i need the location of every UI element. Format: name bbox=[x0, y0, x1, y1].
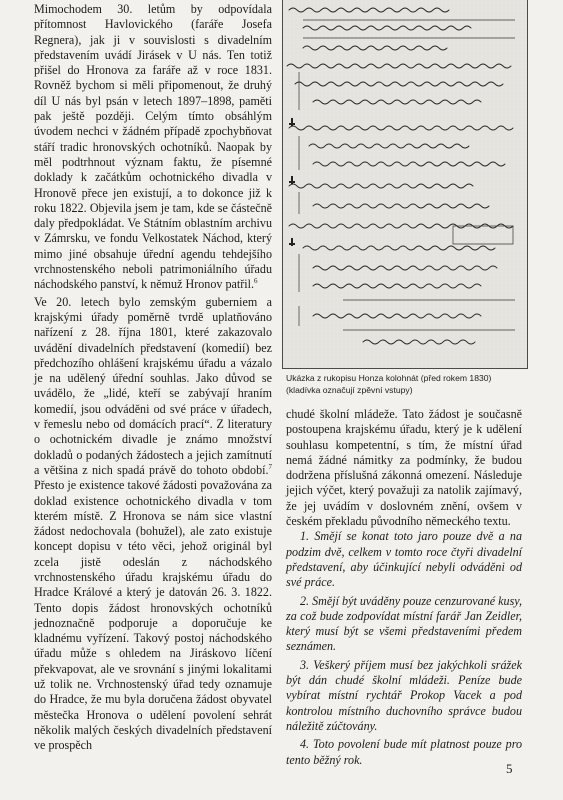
figure-caption bbox=[286, 373, 526, 396]
caption-line: Ukázka z rukopisu Honza kolohnát (před rokem 1830) bbox=[286, 373, 492, 383]
paragraph-text: Ve 20. letech bylo zemským guberniem a krajskými úřady poměrně tvrdě uplatňováno nařízení z 28. října 1801, které zakazovalo uvádění divadelních představení (komedií) bez předchozího ohlášení krajskému úřadu a vázalo je na udělený úřední souhlas. Jako důvod se uvádělo, že „lidé, kteří se zabývají hraním komedií, jsou odváděni od své práce v úřadech, v řemeslu nebo od domácích prací“. Z literatury o ochotnickém divadle je známo množství dokladů o podaných žádostech a jejich zamítnutí a většina z nich spadá právě do tohoto období. bbox=[34, 294, 272, 477]
paragraph-text: Mimochodem 30. letům by odpovídala přítomnost Havlovického (faráře Josefa Regnera), jak ji v souvislosti s divadelním představením uvádí Jirásek v U nás. Ten totiž přišel do Hronova za faráře až v roce 1831. Rovněž bychom si měli připomenout, že druhý díl U nás byl psán v letech 1897–1898, paměti pak ještě později. Celým tímto obsáhlým úvodem nechci v žádném případě zpochybňovat stáří tradic hronovských ochotníků. Naopak by měl podtrhnout význam faktu, že písemné doklady k začátkům ochotnického divadla v Hronově přece jen existují, a to dokonce již k roku 1822. Objevila jsem je tam, kde se částečně daly předpokládat. Ve Státním oblastním archivu v Zámrsku, ve fondu Velkostatek Náchod, který mimo jiné obsahuje úřední agendu tehdejšího vrchnostenského neboli patrimoniálního úřadu náchodského panství, k němuž Hronov patřil. bbox=[34, 2, 272, 292]
list-item: 4. Toto povolení bude mít platnost pouze pro tento běžný rok. bbox=[286, 737, 522, 767]
page-number: 5 bbox=[506, 761, 513, 776]
manuscript-handwriting bbox=[283, 0, 527, 368]
paragraph bbox=[34, 2, 272, 293]
right-text-column bbox=[286, 407, 522, 768]
list-item: 3. Veškerý příjem musí bez jakýchkoli srážek být dán chudé školní mládeži. Peníze bude vybírat místní rychtář Prokop Vacek a pod kontrolou místního duchovního správce budou náležitě zúčtovány. bbox=[286, 657, 522, 733]
caption-line: (kladívka označují zpěvní vstupy) bbox=[286, 384, 413, 395]
paragraph bbox=[34, 295, 272, 754]
paragraph: chudé školní mládeže. Tato žádost je současně postoupena krajskému úřadu, který je k udělení souhlasu kompetentní, s tím, že místní úřad nemá žádné námitky za podmínky, že budou dodržena příslušná zákonná omezení. Následuje jejich výčet, který považuji za natolik zajímavý, že jej uvádím v doslovném znění, ovšem v českém překladu původního německého textu. bbox=[286, 407, 522, 529]
list-item: 2. Smějí být uváděny pouze cenzurované kusy, za což bude zodpovídat místní farář Jan Zeidler, který musí být se všemi představeními předem seznámen. bbox=[286, 593, 522, 654]
left-text-column bbox=[34, 2, 272, 754]
footnote-ref: 6 bbox=[254, 277, 258, 286]
list-item: 1. Smějí se konat toto jaro pouze dvě a na podzim dvě, celkem v tomto roce čtyři divadelní představení, aby účinkující nebyli odváděni od své práce. bbox=[286, 529, 522, 590]
manuscript-image bbox=[282, 0, 528, 369]
footnote-ref: 7 bbox=[268, 462, 272, 471]
paragraph-text: Přesto je existence takové žádosti považována za doklad existence ochotnického divadla v tom kterém místě. Z Hronova se nám sice vlastní žádost nedochovala (bohužel), ale zato existuje koncept dopisu v této věci, jehož originál byl zcela jistě odeslán z náchodského vrchnostenského úřadu krajskému úřadu do Hradce Králové a který je datován 26. 3. 1822. Tento dopis žádost hronovských ochotníků jednoznačně podporuje a doporučuje ke kladnému vyřízení. Takový postoj náchodského úřadu může s ohledem na Jiráskovo líčení překvapovat, ale ve srovnání s jinými lokalitami už tolik ne. Vrchnostenský úřad tedy oznamuje do Hradce, že mu byla doručena žádost obyvatel městečka Hronova o udělení povolení sehrát několik malých českých divadelních představení ve prospěch bbox=[34, 478, 272, 753]
